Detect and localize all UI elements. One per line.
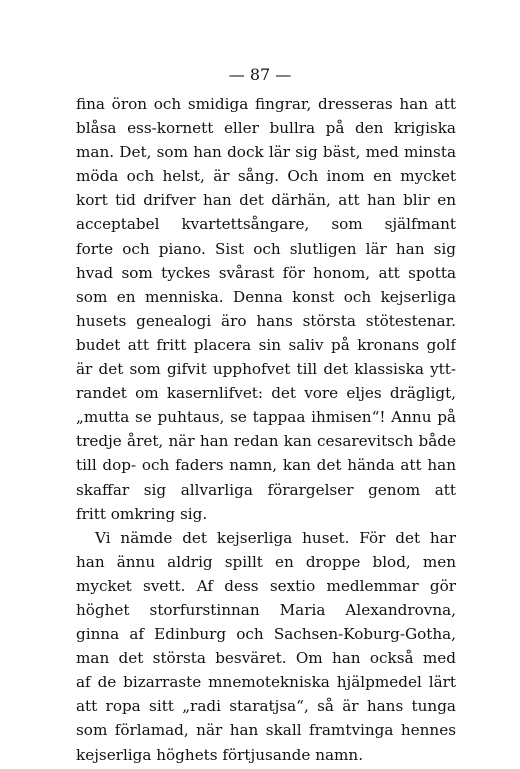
text-line: tredje året, när han redan kan cesarevitsch både [76,432,456,451]
page-number: — 87 — [228,65,292,84]
body-text [76,92,456,767]
text-line: mycket svett. Af dess sextio medlemmar gör [76,576,456,595]
text-line: budet att fritt placera sin saliv på kronans golf [76,335,456,354]
text-line: randet om kasernlifvet: det vore eljes drägligt, [76,384,456,403]
text-line: möda och helst, är sång. Och inom en mycket [76,167,456,186]
text-line: fina öron och smidiga fingrar, dresseras han att [76,95,456,113]
text-line: hvad som tyckes svårast för honom, att spotta [76,263,456,282]
text-line: forte och piano. Sist och slutligen lär han sig [76,239,456,258]
text-line: är det som gifvit upphofvet till det klassiska ytt- [76,360,456,379]
text-line: kort tid drifver han det därhän, att han blir en [76,191,456,210]
text-line: „mutta se puhtaus, se tappaa ihmisen“! Annu på [76,408,456,427]
text-line: Vi nämde det kejserliga huset. För det har [95,528,456,547]
paragraph [76,92,456,526]
text-line: man. Det, som han dock lär sig bäst, med minsta [76,143,456,162]
text-line: blåsa ess-kornett eller bullra på den krigiska [76,119,456,138]
paragraph [76,526,456,767]
text-line: ginna af Edinburg och Sachsen-Koburg-Gotha, [76,625,456,644]
text-line: han ännu aldrig spillt en droppe blod, men [76,552,456,571]
text-line: husets genealogi äro hans största stötestenar. [76,311,456,330]
text-line: acceptabel kvartettsångare, som själfmant [76,215,456,234]
text-line: att ropa sitt „radi staratjsa“, så är hans tunga [76,697,456,716]
text-line: som förlamad, när han skall framtvinga hennes [76,721,456,740]
text-line: höghet storfurstinnan Maria Alexandrovna, [76,600,456,619]
text-line: man det största besväret. Om han också med [76,649,456,668]
text-line: skaffar sig allvarliga förargelser genom att [76,480,456,499]
text-line: fritt omkring sig. [76,504,208,523]
text-line: kejserliga höghets förtjusande namn. [76,745,364,764]
text-line: af de bizarraste mnemotekniska hjälpmedel lärt [76,673,456,692]
text-line: som en menniska. Denna konst och kejserliga [76,287,456,306]
text-line: till dop- och faders namn, kan det hända att han [76,456,456,475]
